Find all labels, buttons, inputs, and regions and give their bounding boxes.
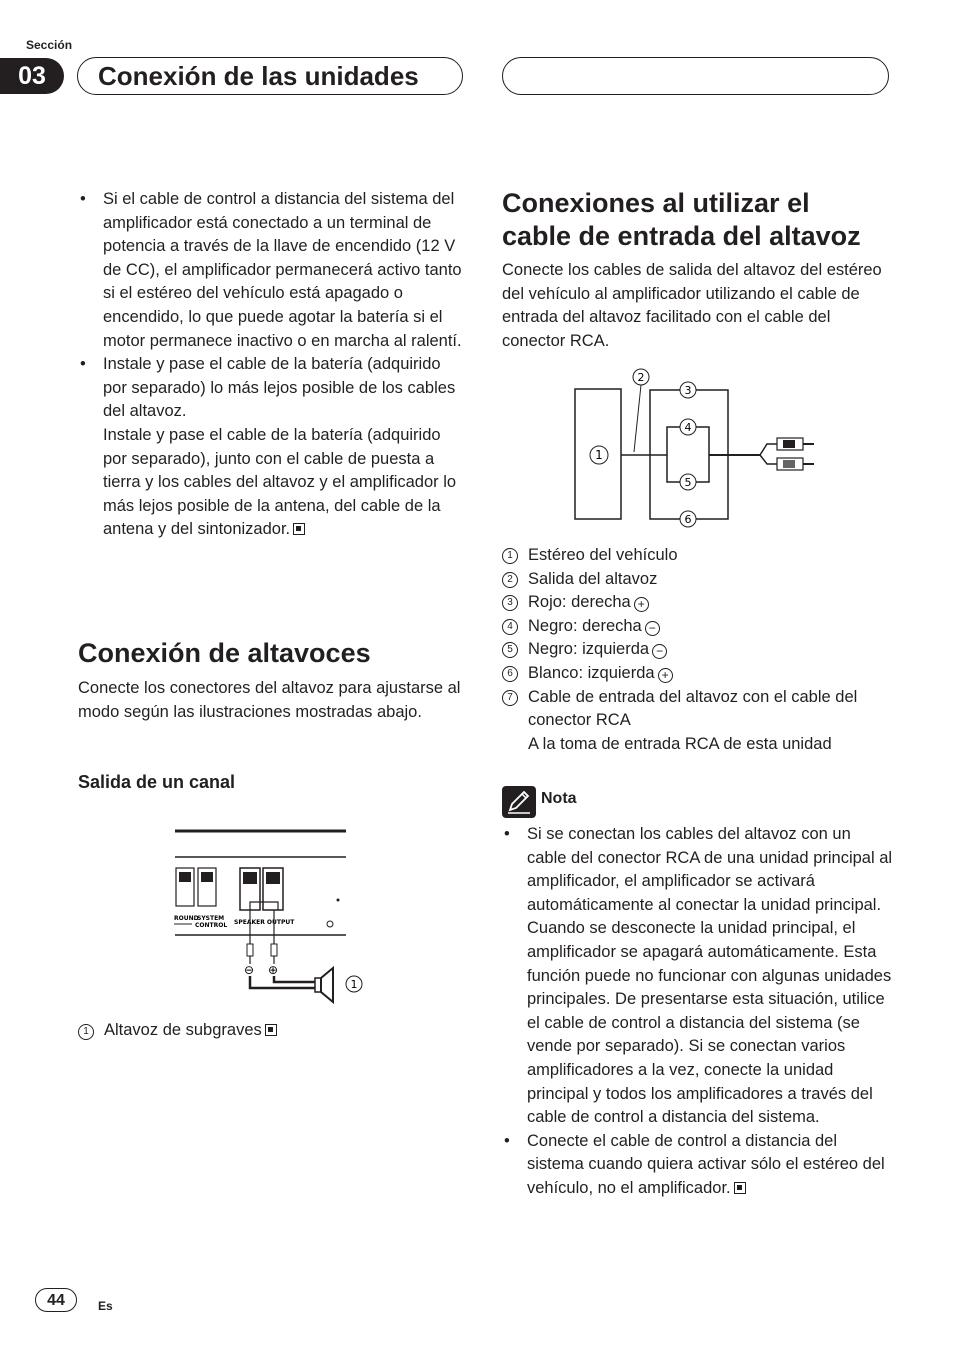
rca-heading-line1: Conexiones al utilizar el	[502, 188, 810, 218]
rca-legend	[502, 544, 892, 756]
system-label: SYSTEM	[197, 915, 225, 922]
diagram-num-4: 4	[684, 421, 692, 434]
section-title: Conexión de las unidades	[98, 61, 419, 91]
rca-intro: Conecte los cables de salida del altavoz del estéreo del vehículo al amplificador utilizando el cable de entrada del altavoz facilitado con el cable del conector RCA.	[502, 261, 882, 350]
legend-text: Rojo: derecha	[528, 593, 631, 612]
speakers-heading: Conexión de altavoces	[78, 638, 371, 668]
list-item	[502, 686, 892, 757]
bullet-text: Si el cable de control a distancia del sistema del amplificador está conectado a un terminal de potencia a través de la llave de encendido (12 V de CC), el amplificador permanecerá activo tanto si el estéreo del vehículo está apagado o encendido, lo que puede agotar la batería si el motor permanece inactivo o en marcha al ralentí.	[103, 190, 462, 350]
minus-icon: −	[645, 621, 660, 636]
bullet-text: Instale y pase el cable de la batería (adquirido por separado) lo más lejos posible de los cables del altavoz.	[103, 355, 456, 421]
subwoofer-caption	[78, 1019, 277, 1043]
legend-text: Salida del altavoz	[528, 569, 658, 588]
list-item	[502, 591, 892, 615]
list-item	[502, 1130, 894, 1201]
caption-text: Altavoz de subgraves	[104, 1021, 262, 1039]
rca-connection-diagram	[570, 364, 820, 530]
list-item	[502, 568, 892, 592]
caption-number: 1	[78, 1024, 94, 1040]
plus-icon: +	[658, 668, 673, 683]
speaker-output-label: SPEAKER OUTPUT	[234, 919, 295, 926]
list-item	[502, 638, 892, 662]
page-number: 44	[35, 1288, 77, 1312]
single-channel-subheading: Salida de un canal	[78, 772, 236, 792]
plus-icon: +	[634, 597, 649, 612]
legend-number: 3	[502, 595, 518, 611]
plus-label: ⊕	[268, 963, 279, 977]
list-item	[502, 615, 892, 639]
legend-text: Negro: izquierda	[528, 640, 650, 659]
left-bullet-list	[78, 188, 466, 542]
note-label: Nota	[541, 790, 577, 807]
legend-extra-text: A la toma de entrada RCA de esta unidad	[528, 734, 832, 753]
section-label: Sección	[26, 38, 73, 52]
end-mark-icon	[734, 1182, 746, 1194]
section-number-badge: 03	[0, 58, 64, 94]
note-text: Si se conectan los cables del altavoz con un cable del conector RCA de una unidad principal al amplificador, el amplificador se activará automáticamente al conectar la unidad principal. Cuando se desconecte la unidad principal, el amplificador se apagará automáticamente. Esta función puede no funcionar con algunas unidades principales. De presentarse esta situación, utilice el cable de control a distancia del sistema (se vende por separado). Si se conectan varios amplificadores a la vez, conecte la unidad principal y todos los amplificadores a través del cable de control a distancia del sistema.	[527, 825, 893, 1127]
diagram-num-3: 3	[684, 384, 692, 397]
ground-label: ROUND	[174, 915, 199, 922]
list-item	[78, 353, 466, 542]
diagram-num-1: 1	[595, 448, 603, 462]
legend-number: 5	[502, 642, 518, 658]
legend-number: 2	[502, 572, 518, 588]
single-channel-diagram	[170, 824, 370, 1004]
legend-number: 7	[502, 690, 518, 706]
diagram-num-6: 6	[684, 513, 692, 526]
diagram-callout-1: 1	[350, 978, 358, 991]
legend-number: 1	[502, 548, 518, 564]
legend-text: Cable de entrada del altavoz con el cable del conector RCA	[528, 687, 858, 730]
diagram-num-5: 5	[684, 476, 692, 489]
minus-icon: −	[652, 644, 667, 659]
speakers-text: Conecte los conectores del altavoz para ajustarse al modo según las ilustraciones mostradas abajo.	[78, 679, 461, 721]
list-item	[502, 662, 892, 686]
legend-text: Blanco: izquierda	[528, 663, 655, 682]
control-label: CONTROL	[195, 922, 228, 929]
legend-text: Negro: derecha	[528, 616, 642, 635]
end-mark-icon	[265, 1024, 277, 1036]
list-item	[78, 188, 466, 353]
diagram-num-2: 2	[637, 371, 645, 384]
header-blank-frame	[502, 57, 889, 95]
legend-number: 4	[502, 619, 518, 635]
list-item	[502, 544, 892, 568]
legend-text: Estéreo del vehículo	[528, 546, 678, 564]
language-code: Es	[98, 1299, 113, 1313]
note-list	[502, 823, 894, 1201]
note-text: Conecte el cable de control a distancia del sistema cuando quiera activar sólo el estéreo del vehículo, no el amplificador.	[527, 1131, 885, 1197]
end-mark-icon	[293, 523, 305, 535]
bullet-continuation: Instale y pase el cable de la batería (adquirido por separado), junto con el cable de puesta a tierra y los cables del altavoz y el amplificador lo más lejos posible de la antena, del cable de la antena y del sintonizador.	[103, 425, 457, 539]
rca-heading-line2: cable de entrada del altavoz	[502, 221, 861, 251]
legend-number: 6	[502, 666, 518, 682]
rca-heading	[502, 187, 902, 253]
minus-label: ⊖	[244, 963, 255, 977]
note-pencil-icon	[502, 786, 536, 818]
list-item	[502, 823, 894, 1130]
